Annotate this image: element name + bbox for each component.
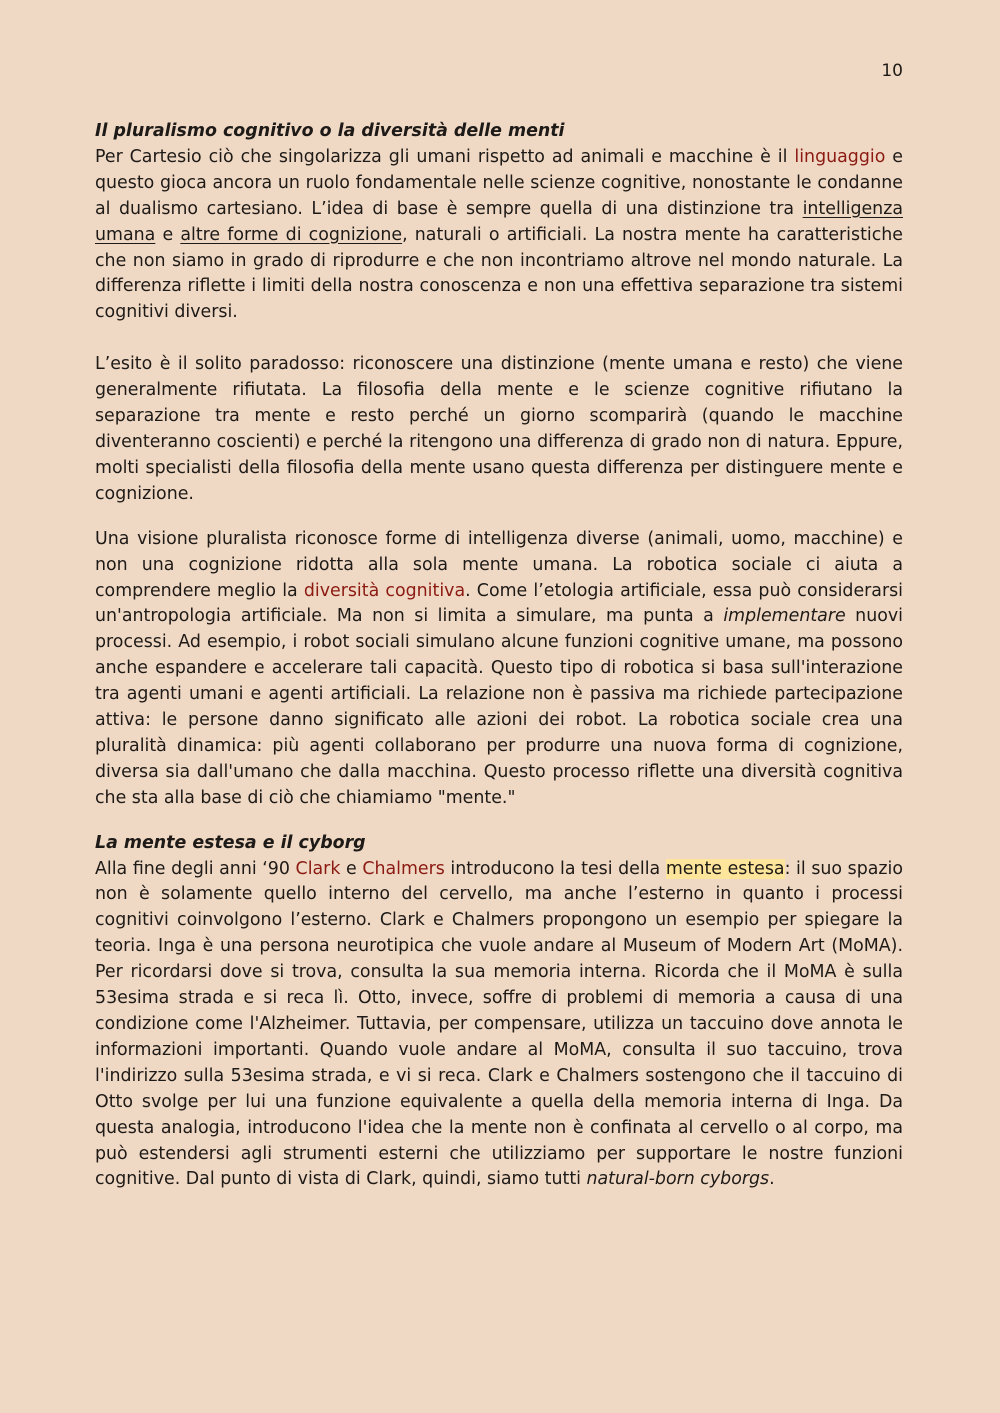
- term-clark: Clark: [295, 858, 341, 879]
- section-heading-pluralismo: Il pluralismo cognitivo o la diversità delle menti: [95, 121, 565, 141]
- term-chalmers: Chalmers: [362, 858, 445, 879]
- term-implementare: implementare: [723, 606, 846, 627]
- term-mente-estesa-highlight: mente estesa: [665, 858, 785, 879]
- term-linguaggio: linguaggio: [794, 146, 886, 167]
- term-intelligenza-umana: intelligenza umana: [95, 198, 903, 245]
- term-natural-born-cyborgs: natural-born cyborgs: [586, 1169, 770, 1190]
- page-number: 10: [881, 61, 903, 81]
- document-body: [95, 119, 903, 1193]
- paragraph-mente-estesa: Alla fine degli anni ‘90 Clark e Chalmers introducono la tesi della mente estesa: il suo spazio non è solamente quello interno del cervello, ma anche l’esterno in quanto i processi cognitivi coinvolgono l’esterno. Clark e Chalmers propongono un esempio per spiegare la teoria. Inga è una persona neurotipica che vuole andare al Museum of Modern Art (MoMA). Per ricordarsi dove si trova, consulta la sua memoria interna. Ricorda che il MoMA è sulla 53esima strada e si reca lì. Otto, invece, soffre di problemi di memoria a causa di una condizione come l'Alzheimer. Tuttavia, per compensare, utilizza un taccuino dove annota le informazioni importanti. Quando vuole andare al MoMA, consulta il suo taccuino, trova l'indirizzo sulla 53esima strada, e vi si reca. Clark e Chalmers sostengono che il taccuino di Otto svolge per lui una funzione equivalente a quella della memoria interna di Inga. Da questa analogia, introducono l'idea che la mente non è confinata al cervello o al corpo, ma può estendersi agli strumenti esterni che utilizziamo per supportare le nostre funzioni cognitive. Dal punto di vista di Clark, quindi, siamo tutti natural-born cyborgs.: [95, 858, 904, 1190]
- term-diversita-cognitiva: diversità cognitiva: [303, 580, 466, 601]
- paragraph-cartesio: Per Cartesio ciò che singolarizza gli umani rispetto ad animali e macchine è il linguaggio e questo gioca ancora un ruolo fondamentale nelle scienze cognitive, nonostante le condanne al dualismo cartesiano. L’idea di base è sempre quella di una distinzione tra intelligenza umana e altre forme di cognizione, naturali o artificiali. La nostra mente ha caratteristiche che non siamo in grado di riprodurre e che non incontriamo altrove nel mondo naturale. La differenza riflette i limiti della nostra conoscenza e non una effettiva separazione tra sistemi cognitivi diversi.: [95, 146, 903, 323]
- section-heading-mente-estesa: La mente estesa e il cyborg: [95, 832, 366, 853]
- paragraph-visione-pluralista: Una visione pluralista riconosce forme di intelligenza diverse (animali, uomo, macchine) e non una cognizione ridotta alla sola mente umana. La robotica sociale ci aiuta a comprendere meglio la diversità cognitiva. Come l’etologia artificiale, essa può considerarsi un'antropologia artificiale. Ma non si limita a simulare, ma punta a implementare nuovi processi. Ad esempio, i robot sociali simulano alcune funzioni cognitive umane, ma possono anche espandere e accelerare tali capacità. Questo tipo di robotica si basa sull'interazione tra agenti umani e agenti artificiali. La relazione non è passiva ma richiede partecipazione attiva: le persone danno significato alle azioni dei robot. La robotica sociale crea una pluralità dinamica: più agenti collaborano per produrre una nuova forma di cognizione, diversa sia dall'umano che dalla macchina. Questo processo riflette una diversità cognitiva che sta alla base di ciò che chiamiamo "mente.": [95, 528, 903, 808]
- paragraph-paradosso: L’esito è il solito paradosso: riconoscere una distinzione (mente umana e resto) che viene generalmente rifiutata. La filosofia della mente e le scienze cognitive rifiutano la separazione tra mente e resto perché un giorno scomparirà (quando le macchine diventeranno coscienti) e perché la ritengono una differenza di grado non di natura. Eppure, molti specialisti della filosofia della mente usano questa differenza per distinguere mente e cognizione.: [95, 354, 903, 504]
- term-altre-forme-di-cognizione: altre forme di cognizione: [180, 224, 403, 245]
